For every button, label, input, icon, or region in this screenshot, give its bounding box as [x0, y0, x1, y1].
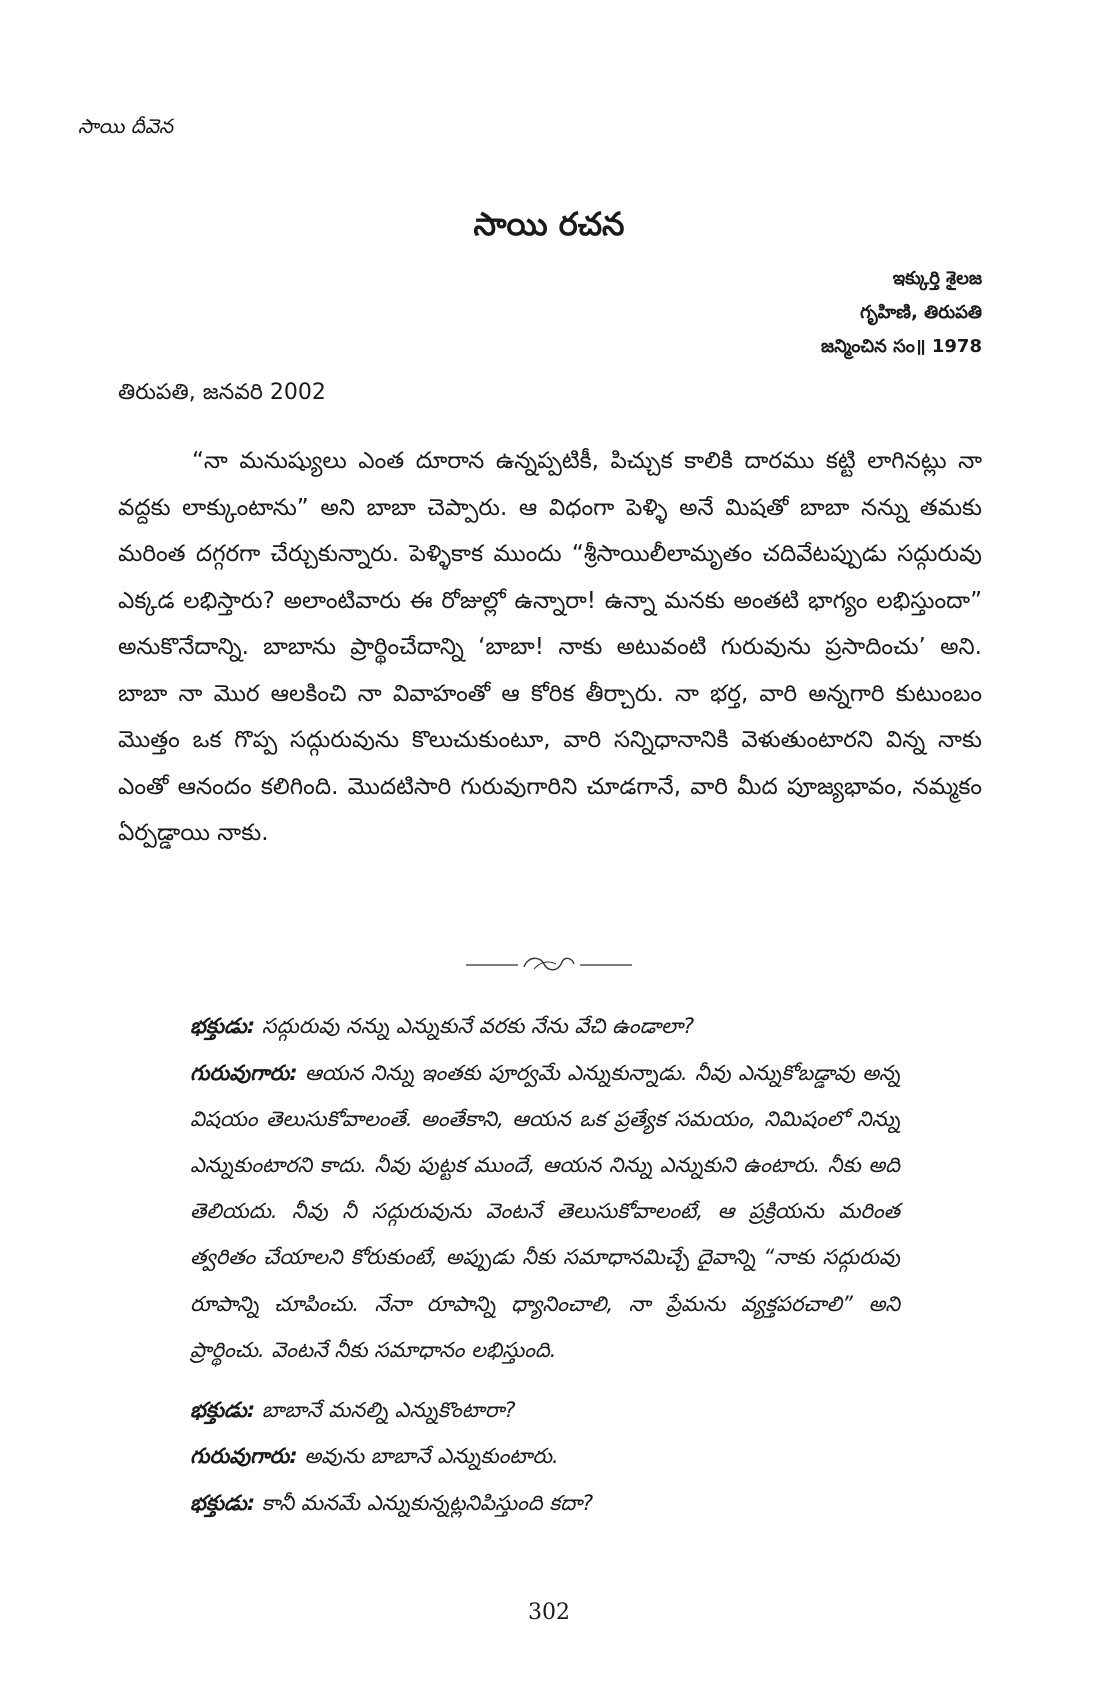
speaker-label: గురువుగారు:	[190, 1060, 298, 1085]
dialogue-text: అవును బాబానే ఎన్నుకుంటారు.	[304, 1444, 559, 1469]
speaker-label: భక్తుడు:	[190, 1397, 256, 1422]
author-block	[821, 262, 982, 364]
dialogue-line-2	[190, 1050, 900, 1373]
place-date: తిరుపతి, జనవరి 2002	[118, 380, 326, 405]
section-divider	[0, 950, 1098, 980]
running-head: సాయి దీవెన	[78, 114, 174, 138]
page-number: 302	[528, 1600, 570, 1625]
author-role-place: గృహిణి, తిరుపతి	[860, 302, 982, 323]
dialogue-line-3	[190, 1387, 900, 1434]
speaker-label: గురువుగారు:	[190, 1444, 298, 1469]
author-name: ఇక్కుర్తి శైలజ	[892, 268, 982, 289]
dialogue-line-1	[190, 1003, 900, 1050]
article-title: సాయి రచన	[473, 205, 625, 243]
dialogue-text: సద్గురువు నన్ను ఎన్నుకునే వరకు నేను వేచి ఉండాలా?	[261, 1014, 695, 1038]
intro-section	[118, 438, 982, 857]
speaker-label: భక్తుడు:	[190, 1490, 256, 1515]
flourish-ornament-icon	[0, 950, 1098, 980]
dialogue-line-5	[190, 1480, 900, 1527]
dialogue-text: బాబానే మనల్ని ఎన్నుకొంటారా?	[261, 1397, 516, 1422]
author-birth-year: జన్మించిన సం॥ 1978	[820, 336, 982, 357]
speaker-label: భక్తుడు:	[190, 1014, 256, 1038]
intro-paragraph: “నా మనుష్యులు ఎంత దూరాన ఉన్నప్పటికీ, పిచ్చుక కాలికి దారము కట్టి లాగినట్లు నా వద్దకు లాక్కుంటాను” అని బాబా చెప్పారు. ఆ విధంగా పెళ్ళి అనే మిషతో బాబా నన్ను తమకు మరింత దగ్గరగా చేర్చుకున్నారు. పెళ్ళికాక ముందు “శ్రీసాయిలీలామృతం చదివేటప్పుడు సద్గురువు ఎక్కడ లభిస్తారు? అలాంటివారు ఈ రోజుల్లో ఉన్నారా! ఉన్నా మనకు అంతటి భాగ్యం లభిస్తుందా” అనుకొనేదాన్ని. బాబాను ప్రార్థించేదాన్ని ‘బాబా! నాకు అటువంటి గురువును ప్రసాదించు’ అని. బాబా నా మొర ఆలకించి నా వివాహంతో ఆ కోరిక తీర్చారు. నా భర్త, వారి అన్నగారి కుటుంబం మొత్తం ఒక గొప్ప సద్గురువును కొలుచుకుంటూ, వారి సన్నిధానానికి వెళుతుంటారని విన్న నాకు ఎంతో ఆనందం కలిగింది. మొదటిసారి గురువుగారిని చూడగానే, వారి మీద పూజ్యభావం, నమ్మకం ఏర్పడ్డాయి నాకు.	[118, 448, 982, 846]
dialogue-section	[190, 1003, 900, 1526]
dialogue-text: ఆయన నిన్ను ఇంతకు పూర్వమే ఎన్నుకున్నాడు. నీవు ఎన్నుకోబడ్డావు అన్న విషయం తెలుసుకోవాలంతే. అంతేకాని, ఆయన ఒక ప్రత్యేక సమయం, నిమిషంలో నిన్ను ఎన్నుకుంటారని కాదు. నీవు పుట్టక ముందే, ఆయన నిన్ను ఎన్నుకుని ఉంటారు. నీకు అది తెలియదు. నీవు నీ సద్గురువును వెంటనే తెలుసుకోవాలంటే, ఆ ప్రక్రియను మరింత త్వరితం చేయాలని కోరుకుంటే, అప్పుడు నీకు సమాధానమిచ్చే దైవాన్ని “నాకు సద్గురువు రూపాన్ని చూపించు. నేనా రూపాన్ని ధ్యానించాలి, నా ప్రేమను వ్యక్తపరచాలి” అని ప్రార్థించు. వెంటనే నీకు సమాధానం లభిస్తుంది.	[190, 1060, 900, 1362]
dialogue-text: కానీ మనమే ఎన్నుకున్నట్లనిపిస్తుంది కదా?	[261, 1490, 594, 1515]
dialogue-line-4	[190, 1433, 900, 1480]
